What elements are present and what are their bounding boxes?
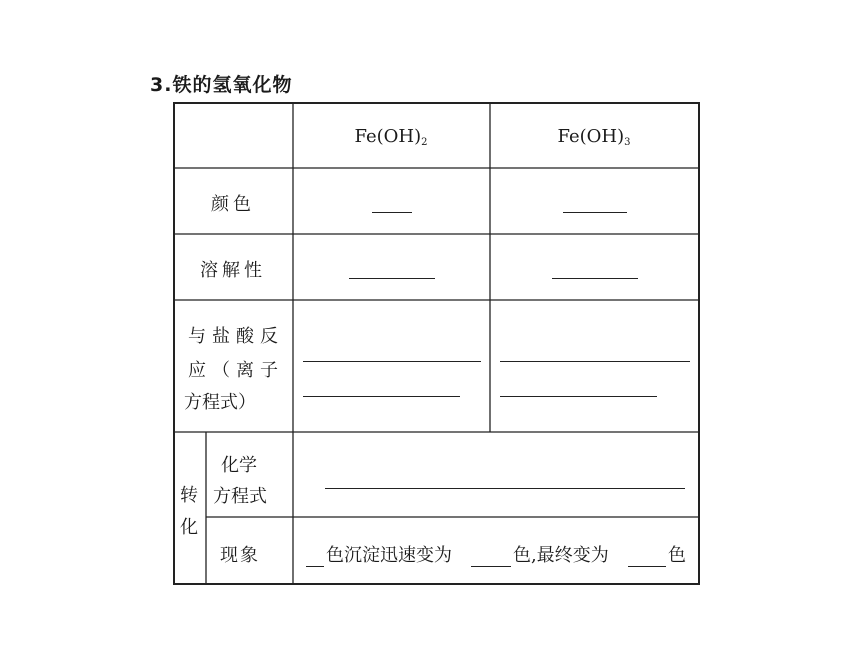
hcl-feoh2-blank-1[interactable] — [303, 361, 481, 362]
header-feoh3-base: Fe(OH) — [557, 126, 625, 147]
header-feoh3-subscript: 3 — [624, 137, 631, 148]
color-feoh2-blank[interactable] — [372, 212, 412, 213]
equation-blank[interactable] — [325, 488, 685, 489]
hcl-feoh3-blank-1[interactable] — [500, 361, 690, 362]
row-label-solubility: 溶解性 — [200, 260, 266, 281]
header-feoh2-subscript: 2 — [421, 137, 428, 148]
section-heading: 3.铁的氢氧化物 — [150, 74, 293, 96]
phenomenon-text-3: 色 — [668, 545, 686, 566]
hcl-feoh3-blank-2[interactable] — [500, 396, 657, 397]
color-feoh3-blank[interactable] — [563, 212, 627, 213]
row-label-hcl-line2: 应（离子 — [188, 360, 284, 381]
row-label-hcl-line3: 方程式） — [184, 392, 256, 413]
equation-label-line2: 方程式 — [213, 486, 267, 507]
header-feoh3 — [557, 126, 630, 148]
phenomenon-blank-3[interactable] — [628, 566, 666, 567]
phenomenon-blank-2[interactable] — [471, 566, 511, 567]
solubility-feoh2-blank[interactable] — [349, 278, 435, 279]
conversion-label-char2: 化 — [180, 517, 198, 538]
phenomenon-blank-1[interactable] — [306, 566, 324, 567]
header-feoh2 — [354, 126, 427, 148]
solubility-feoh3-blank[interactable] — [552, 278, 638, 279]
row-label-color: 颜色 — [211, 194, 255, 215]
phenomenon-text-2: 色,最终变为 — [513, 545, 609, 566]
equation-label-line1: 化学 — [221, 455, 257, 476]
hcl-feoh2-blank-2[interactable] — [303, 396, 460, 397]
header-feoh2-base: Fe(OH) — [354, 126, 422, 147]
row-label-hcl-line1: 与盐酸反 — [188, 326, 284, 347]
conversion-label-char1: 转 — [180, 485, 198, 506]
phenomenon-label: 现象 — [220, 545, 260, 566]
phenomenon-text-1: 色沉淀迅速变为 — [326, 545, 452, 566]
